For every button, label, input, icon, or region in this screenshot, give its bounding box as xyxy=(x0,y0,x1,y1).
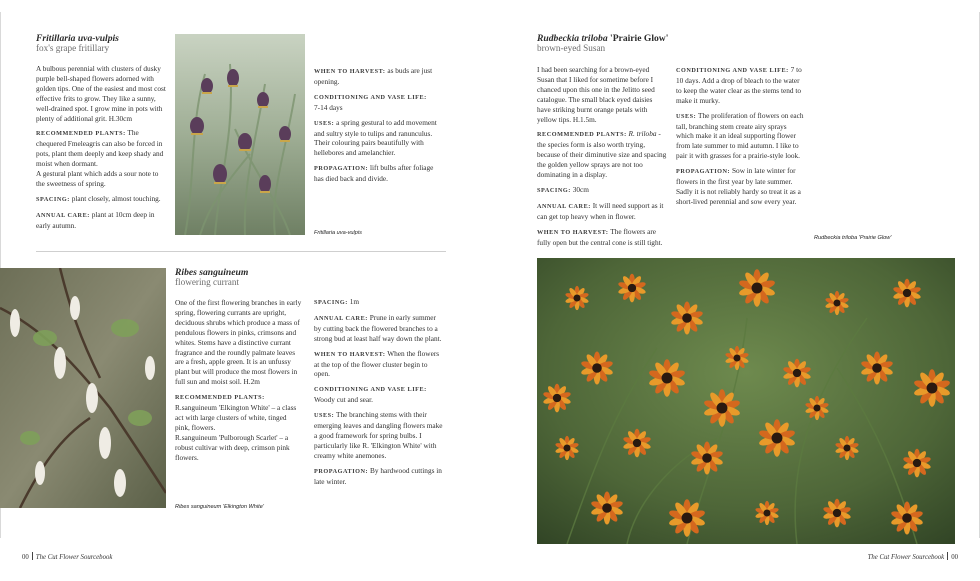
rudbeckia-intro: I had been searching for a brown-eyed Susan that I liked for sometime before I chanced upon this one in the Jelitto seed catalogue. The small black eyed daisies have striking burnt orange petals with yellow tips. H.1.5m. xyxy=(537,65,655,124)
ribes-photo xyxy=(0,268,166,508)
ribes-spacing: SPACING: 1m xyxy=(314,297,360,306)
ribes-care-column xyxy=(314,297,444,492)
rudbeckia-photo xyxy=(537,258,955,544)
fritillaria-harvest: WHEN TO HARVEST: as buds are just opening. xyxy=(314,66,433,86)
fritillaria-annual-care: ANNUAL CARE: plant at 10cm deep in early autumn. xyxy=(36,209,155,230)
ribes-uses: USES: The branching stems with their emerging leaves and dangling flowers make a good framework for spring bulbs. I particularly like R. 'Elkington White' with creamy white anemones. xyxy=(314,410,443,460)
fritillaria-recommended: RECOMMENDED PLANTS: The chequered Fmeleagris can also be forced in pots, plant them deeply and keep shady and moist when dormant. A gestural plant which adds a sour note to the sweetness of spring. xyxy=(36,128,164,188)
rudbeckia-recommended: RECOMMENDED PLANTS: R. triloba - the species form is also worth trying, because of their diminutive size and spacing the golden yellow sprays are not too dominating in a display. xyxy=(537,129,667,180)
fritillaria-care-column xyxy=(314,66,444,189)
rudbeckia-common-name: brown-eyed Susan xyxy=(537,43,606,53)
right-page xyxy=(490,0,980,581)
ribes-caption: Ribes sanguineum 'Elkington White' xyxy=(175,504,264,510)
fritillaria-vase-life: CONDITIONING AND VASE LIFE: 7-14 days xyxy=(314,93,427,112)
ribes-propagation: PROPAGATION: By hardwood cuttings in late winter. xyxy=(314,465,442,486)
rudbeckia-spacing: SPACING: 30cm xyxy=(537,184,589,194)
ribes-vase-life: CONDITIONING AND VASE LIFE: Woody cut and sear. xyxy=(314,386,427,405)
fritillaria-latin-name: Fritillaria uva-vulpis xyxy=(36,33,119,44)
rudbeckia-latin-name: Rudbeckia triloba 'Prairie Glow' xyxy=(537,33,669,44)
ribes-latin-name: Ribes sanguineum xyxy=(175,267,249,278)
fritillaria-caption: Fritillaria uva-vulpis xyxy=(314,230,362,236)
left-folio: 00 The Cut Flower Sourcebook xyxy=(22,554,113,561)
right-folio: The Cut Flower Sourcebook 00 xyxy=(867,554,958,561)
ribes-common-name: flowering currant xyxy=(175,277,240,287)
fritillaria-propagation: PROPAGATION: lift bulbs after foliage has died back and divide. xyxy=(314,163,434,184)
ribes-intro: One of the first flowering branches in early spring, flowering currants are upright, deciduous shrubs which produce a mass of pendulous flowers in pinks, crimsons and whites. Stems have a distinctive currant fragrance and the roundly palmate leaves are a fresh, apple green. It is an unfussy plant but will produce the most flowers in full sun and moist soil. H.2m xyxy=(175,298,302,387)
ribes-harvest: WHEN TO HARVEST: When the flowers at the top of the flower cluster begin to open. xyxy=(314,348,440,379)
rudbeckia-care-column xyxy=(676,65,806,212)
ribes-text-column xyxy=(175,298,303,468)
ribes-recommended: RECOMMENDED PLANTS: R.sanguineum 'Elkington White' – a class act with large clusters of white, tinged pink, flowers. R.sanguineum 'Pulborough Scarlet' – a robust cultivar with deep, crimson pink flowers. xyxy=(175,394,297,462)
fritillaria-uses: USES: a spring gestural to add movement and sultry style to tulips and ranunculus. Their colouring pairs beautifully with hellebores and amelanchier. xyxy=(314,117,437,158)
section-divider xyxy=(36,251,446,252)
fritillaria-common-name: fox's grape fritillary xyxy=(36,43,110,53)
fritillaria-photo xyxy=(175,34,305,235)
fritillaria-spacing: SPACING: plant closely, almost touching. xyxy=(36,193,161,203)
rudbeckia-vase-life: CONDITIONING AND VASE LIFE: 7 to 10 days. Add a drop of bleach to the water to keep the water clear as the stems tend to make it murky. xyxy=(676,65,802,105)
rudbeckia-annual-care: ANNUAL CARE: It will need support as it can get top heavy when in flower. xyxy=(537,200,664,221)
ribes-annual-care: ANNUAL CARE: Prune in early summer by cutting back the flowered branches to a strong bud at least half way down the plant. xyxy=(314,312,442,343)
label: RECOMMENDED PLANTS: xyxy=(36,130,126,138)
rudbeckia-caption: Rudbeckia triloba 'Prairie Glow' xyxy=(814,235,892,241)
rudbeckia-uses: USES: The proliferation of flowers on each tall, branching stem create airy sprays which make it an ideal supporting flower from late summer to mid autumn. I like to pair it with grasses for a prairie-style look. xyxy=(676,110,804,161)
fritillaria-intro: A bulbous perennial with clusters of dusky purple bell-shaped flowers adorned with golden tips. One of the easiest and most cost effective frits to grow. They like a sunny, well-drained spot. I grow mine in pots with plenty of additional grit. H.30cm xyxy=(36,64,166,123)
rudbeckia-propagation: PROPAGATION: Sow in late winter for flowers in the first year by late summer. Sadly it is not reliably hardy so treat it as a short-lived perennial and sow every year. xyxy=(676,166,801,206)
rudbeckia-harvest: WHEN TO HARVEST: The flowers are fully open but the central cone is still tight. xyxy=(537,226,663,247)
rudbeckia-text-column xyxy=(537,65,667,253)
fritillaria-text-column xyxy=(36,64,166,236)
